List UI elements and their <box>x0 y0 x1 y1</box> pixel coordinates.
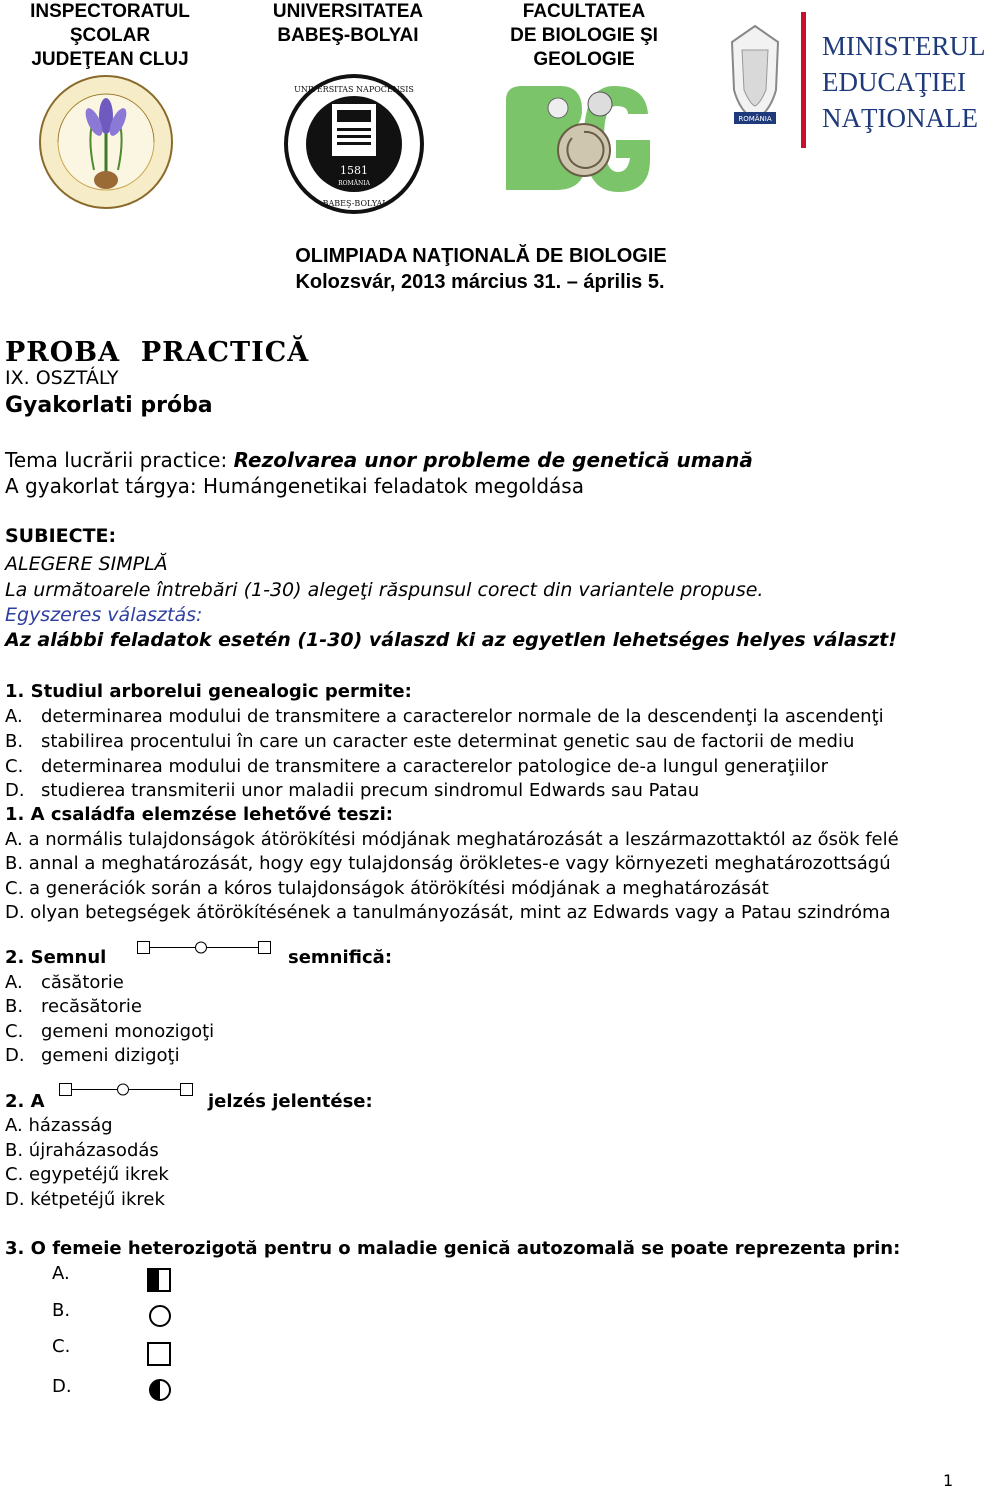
university-seal-logo <box>282 72 426 216</box>
header-line: FACULTATEA <box>522 1 646 22</box>
header-line: ŞCOLAR <box>69 25 151 46</box>
q2-ro-question-end: semnifică: <box>288 947 393 968</box>
q1-ro-question: 1. Studiul arborelui genealogic permite: <box>5 681 412 702</box>
option-label: D. <box>5 780 25 801</box>
header-line: DE BIOLOGIE ŞI <box>510 25 658 46</box>
q2-hu-question-start: 2. A <box>5 1091 45 1112</box>
q2-hu-question-end: jelzés jelentése: <box>208 1091 373 1112</box>
option-text: gemeni dizigoţi <box>41 1045 180 1066</box>
ministry-line: NAŢIONALE <box>822 103 978 133</box>
q1-hu-question: 1. A családfa elemzése lehetővé teszi: <box>5 804 393 825</box>
ministry-divider <box>801 12 806 148</box>
half-filled-circle-icon <box>148 1378 174 1408</box>
faculty-logo <box>498 80 658 200</box>
half-filled-square-icon <box>147 1268 173 1298</box>
q2-ro-option <box>5 971 124 995</box>
tema-line <box>5 446 753 474</box>
event-block <box>0 243 960 295</box>
q3-option-b <box>52 1299 70 1323</box>
seal-country: ROMÂNIA <box>338 180 370 187</box>
header-inspectorat <box>10 0 210 72</box>
seal-university-text: UNIVERSITAS NAPOCENSIS <box>294 85 414 94</box>
ministry-line: MINISTERUL <box>822 31 986 61</box>
option-label: B. <box>52 1300 71 1321</box>
header-line: INSPECTORATUL <box>30 1 190 22</box>
option-text: determinarea modului de transmitere a caracterelor patologice de-a lungul generaţiilor <box>41 756 829 777</box>
q1-ro-option <box>5 755 828 779</box>
option-label: B. <box>5 731 24 752</box>
option-label: C. <box>52 1336 71 1357</box>
targy-line: A gyakorlat tárgya: Humángenetikai feladatok megoldása <box>5 474 584 498</box>
header-line: JUDEŢEAN CLUJ <box>31 49 189 70</box>
option-label: B. <box>5 996 24 1017</box>
q2-ro-option <box>5 1020 214 1044</box>
instructions-hu: Az alábbi feladatok esetén (1-30) válaszd ki az egyetlen lehetséges helyes választ! <box>5 629 897 651</box>
ministry-line: EDUCAŢIEI <box>822 67 966 97</box>
q2-hu-option: A. házasság <box>5 1115 113 1136</box>
q1-ro-option <box>5 730 854 754</box>
olympiad-logo <box>36 72 176 212</box>
proba-title: PROBA PRACTICĂ <box>5 337 310 368</box>
instructions-ro: La următoarele întrebări (1-30) alegeţi răspunsul corect din variantele propuse. <box>5 579 764 601</box>
twins-symbol-icon <box>58 1080 194 1102</box>
twins-symbol-icon <box>136 938 272 960</box>
event-title: OLIMPIADA NAŢIONALĂ DE BIOLOGIE <box>295 245 667 267</box>
option-label: A. <box>5 972 23 993</box>
faculty-logo-text: BG <box>498 80 500 81</box>
option-text: stabilirea procentului în care un caracter este determinat genetic sau de factorii de mediu <box>41 731 855 752</box>
option-text: determinarea modului de transmitere a caracterelor normale de la descendenţi la ascendenţi <box>41 706 884 727</box>
practical-subtitle: Gyakorlati próba <box>5 393 213 418</box>
header-faculty <box>484 0 684 72</box>
q3-question: 3. O femeie heterozigotă pentru o maladie genică autozomală se poate reprezenta prin: <box>5 1238 901 1259</box>
tema-label: Tema lucrării practice: <box>5 448 234 472</box>
option-label: A. <box>52 1263 70 1284</box>
option-text: studierea transmiterii unor maladii precum sindromul Edwards sau Patau <box>41 780 700 801</box>
option-label: D. <box>52 1376 72 1397</box>
q3-option-d <box>52 1375 72 1399</box>
q1-ro-option <box>5 705 884 729</box>
square-icon <box>147 1342 173 1372</box>
q3-option-a <box>52 1262 70 1286</box>
event-subtitle: Kolozsvár, 2013 március 31. – április 5. <box>295 271 665 293</box>
q2-hu-option: D. kétpetéjű ikrek <box>5 1189 165 1210</box>
page-number: 1 <box>943 1471 954 1490</box>
option-label: D. <box>5 1045 25 1066</box>
seal-bottom-text: BABEŞ-BOLYAI <box>322 199 386 208</box>
alegere-heading: ALEGERE SIMPLĂ <box>5 553 168 575</box>
option-text: căsătorie <box>41 972 124 993</box>
q3-option-c <box>52 1335 70 1359</box>
header-line: UNIVERSITATEA <box>272 1 424 22</box>
tema-value: Rezolvarea unor probleme de genetică umană <box>233 448 753 472</box>
ministry-coat-of-arms-icon <box>720 20 790 130</box>
subiecte-heading: SUBIECTE: <box>5 525 117 547</box>
option-text: gemeni monozigoţi <box>41 1021 215 1042</box>
ministry-badge-text: ROMÂNIA <box>738 115 772 123</box>
egyszeres-heading: Egyszeres választás: <box>5 604 203 626</box>
header-line: GEOLOGIE <box>533 49 635 70</box>
header-line: BABEŞ-BOLYAI <box>277 25 419 46</box>
q2-hu-option: C. egypetéjű ikrek <box>5 1164 169 1185</box>
option-label: A. <box>5 706 23 727</box>
q2-ro-option <box>5 1044 180 1068</box>
header-university <box>248 0 448 48</box>
q2-hu-option: B. újraházasodás <box>5 1140 159 1161</box>
ministry-name <box>822 28 986 136</box>
class-title: IX. OSZTÁLY <box>5 367 119 389</box>
q2-ro-option <box>5 995 142 1019</box>
q1-hu-option: B. annal a meghatározását, hogy egy tulajdonság örökletes-e vagy környezeti meghatározottságú <box>5 853 891 874</box>
q1-hu-option: D. olyan betegségek átörökítésének a tanulmányozását, mint az Edwards vagy a Patau szindróma <box>5 902 891 923</box>
option-label: C. <box>5 1021 24 1042</box>
option-label: C. <box>5 756 24 777</box>
q1-hu-option: A. a normális tulajdonságok átörökítési módjának meghatározását a leszármazottaktól az ősök felé <box>5 829 899 850</box>
circle-icon <box>148 1304 174 1334</box>
q2-ro-question-start: 2. Semnul <box>5 947 107 968</box>
q1-ro-option <box>5 779 699 803</box>
seal-year: 1581 <box>340 164 368 177</box>
q1-hu-option: C. a generációk során a kóros tulajdonságok átörökítési módjának a meghatározását <box>5 878 769 899</box>
option-text: recăsătorie <box>41 996 142 1017</box>
